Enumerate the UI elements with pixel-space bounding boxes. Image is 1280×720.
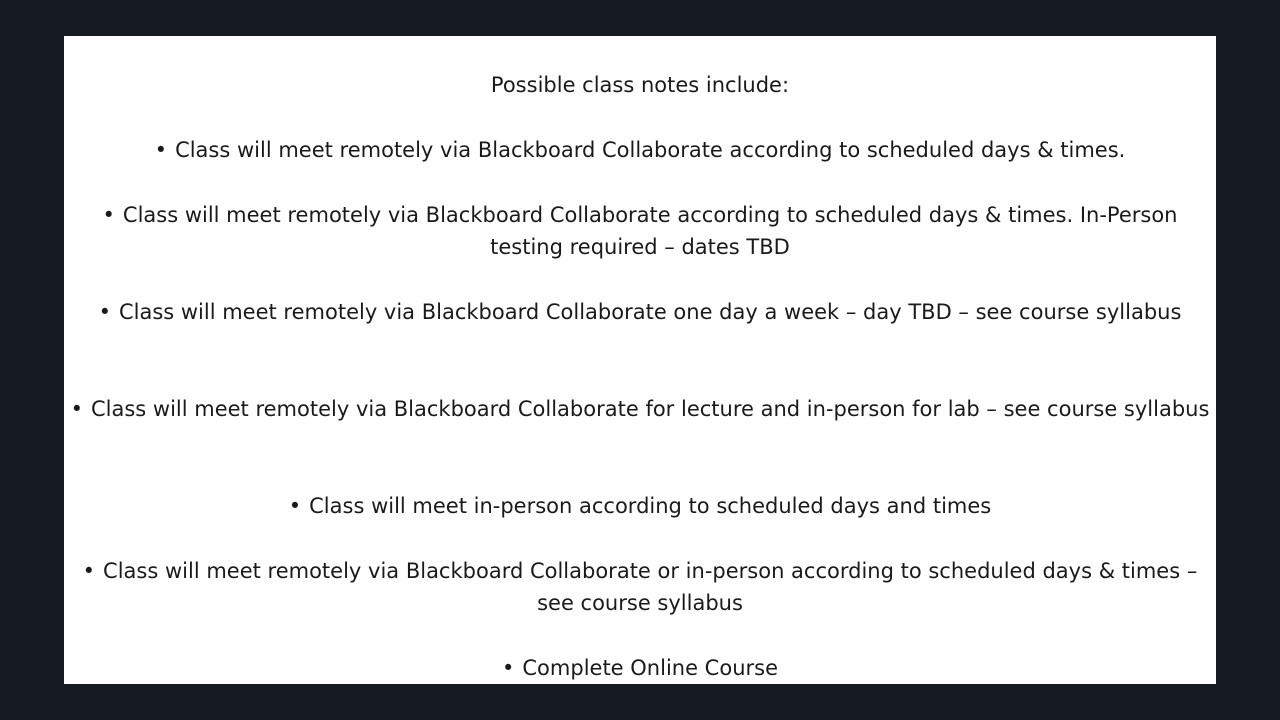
slide xyxy=(64,36,1216,684)
class-note-text: Class will meet remotely via Blackboard Collaborate one day a week – day TBD – see course syllabus xyxy=(118,300,1182,324)
class-note-1 xyxy=(70,134,1210,166)
bullet: • xyxy=(82,559,96,583)
class-note-text: Class will meet remotely via Blackboard Collaborate for lecture and in-person for lab – see course syllabus xyxy=(90,397,1210,421)
bullet: • xyxy=(102,203,115,227)
class-note-text: Class will meet in-person according to scheduled days and times xyxy=(309,494,992,518)
slide-heading: Possible class notes include: xyxy=(490,73,790,97)
class-note-text: Complete Online Course xyxy=(522,656,778,680)
class-note-3 xyxy=(70,296,1210,328)
bullet: • xyxy=(154,138,168,162)
bullet: • xyxy=(70,397,83,421)
class-note-6 xyxy=(70,555,1210,619)
class-note-7 xyxy=(70,652,1210,684)
class-note-4 xyxy=(70,393,1210,425)
bullet: • xyxy=(288,494,302,518)
class-note-text: Class will meet remotely via Blackboard Collaborate according to scheduled days & times. In-Person testing required – dates TBD xyxy=(122,203,1178,259)
bullet: • xyxy=(502,656,515,680)
class-note-text: Class will meet remotely via Blackboard Collaborate according to scheduled days & times. xyxy=(175,138,1126,162)
class-note-5 xyxy=(70,490,1210,522)
class-note-text: Class will meet remotely via Blackboard Collaborate or in-person according to scheduled days & times – see course syllabus xyxy=(103,559,1198,615)
bullet: • xyxy=(98,300,111,324)
class-note-2 xyxy=(70,199,1210,263)
